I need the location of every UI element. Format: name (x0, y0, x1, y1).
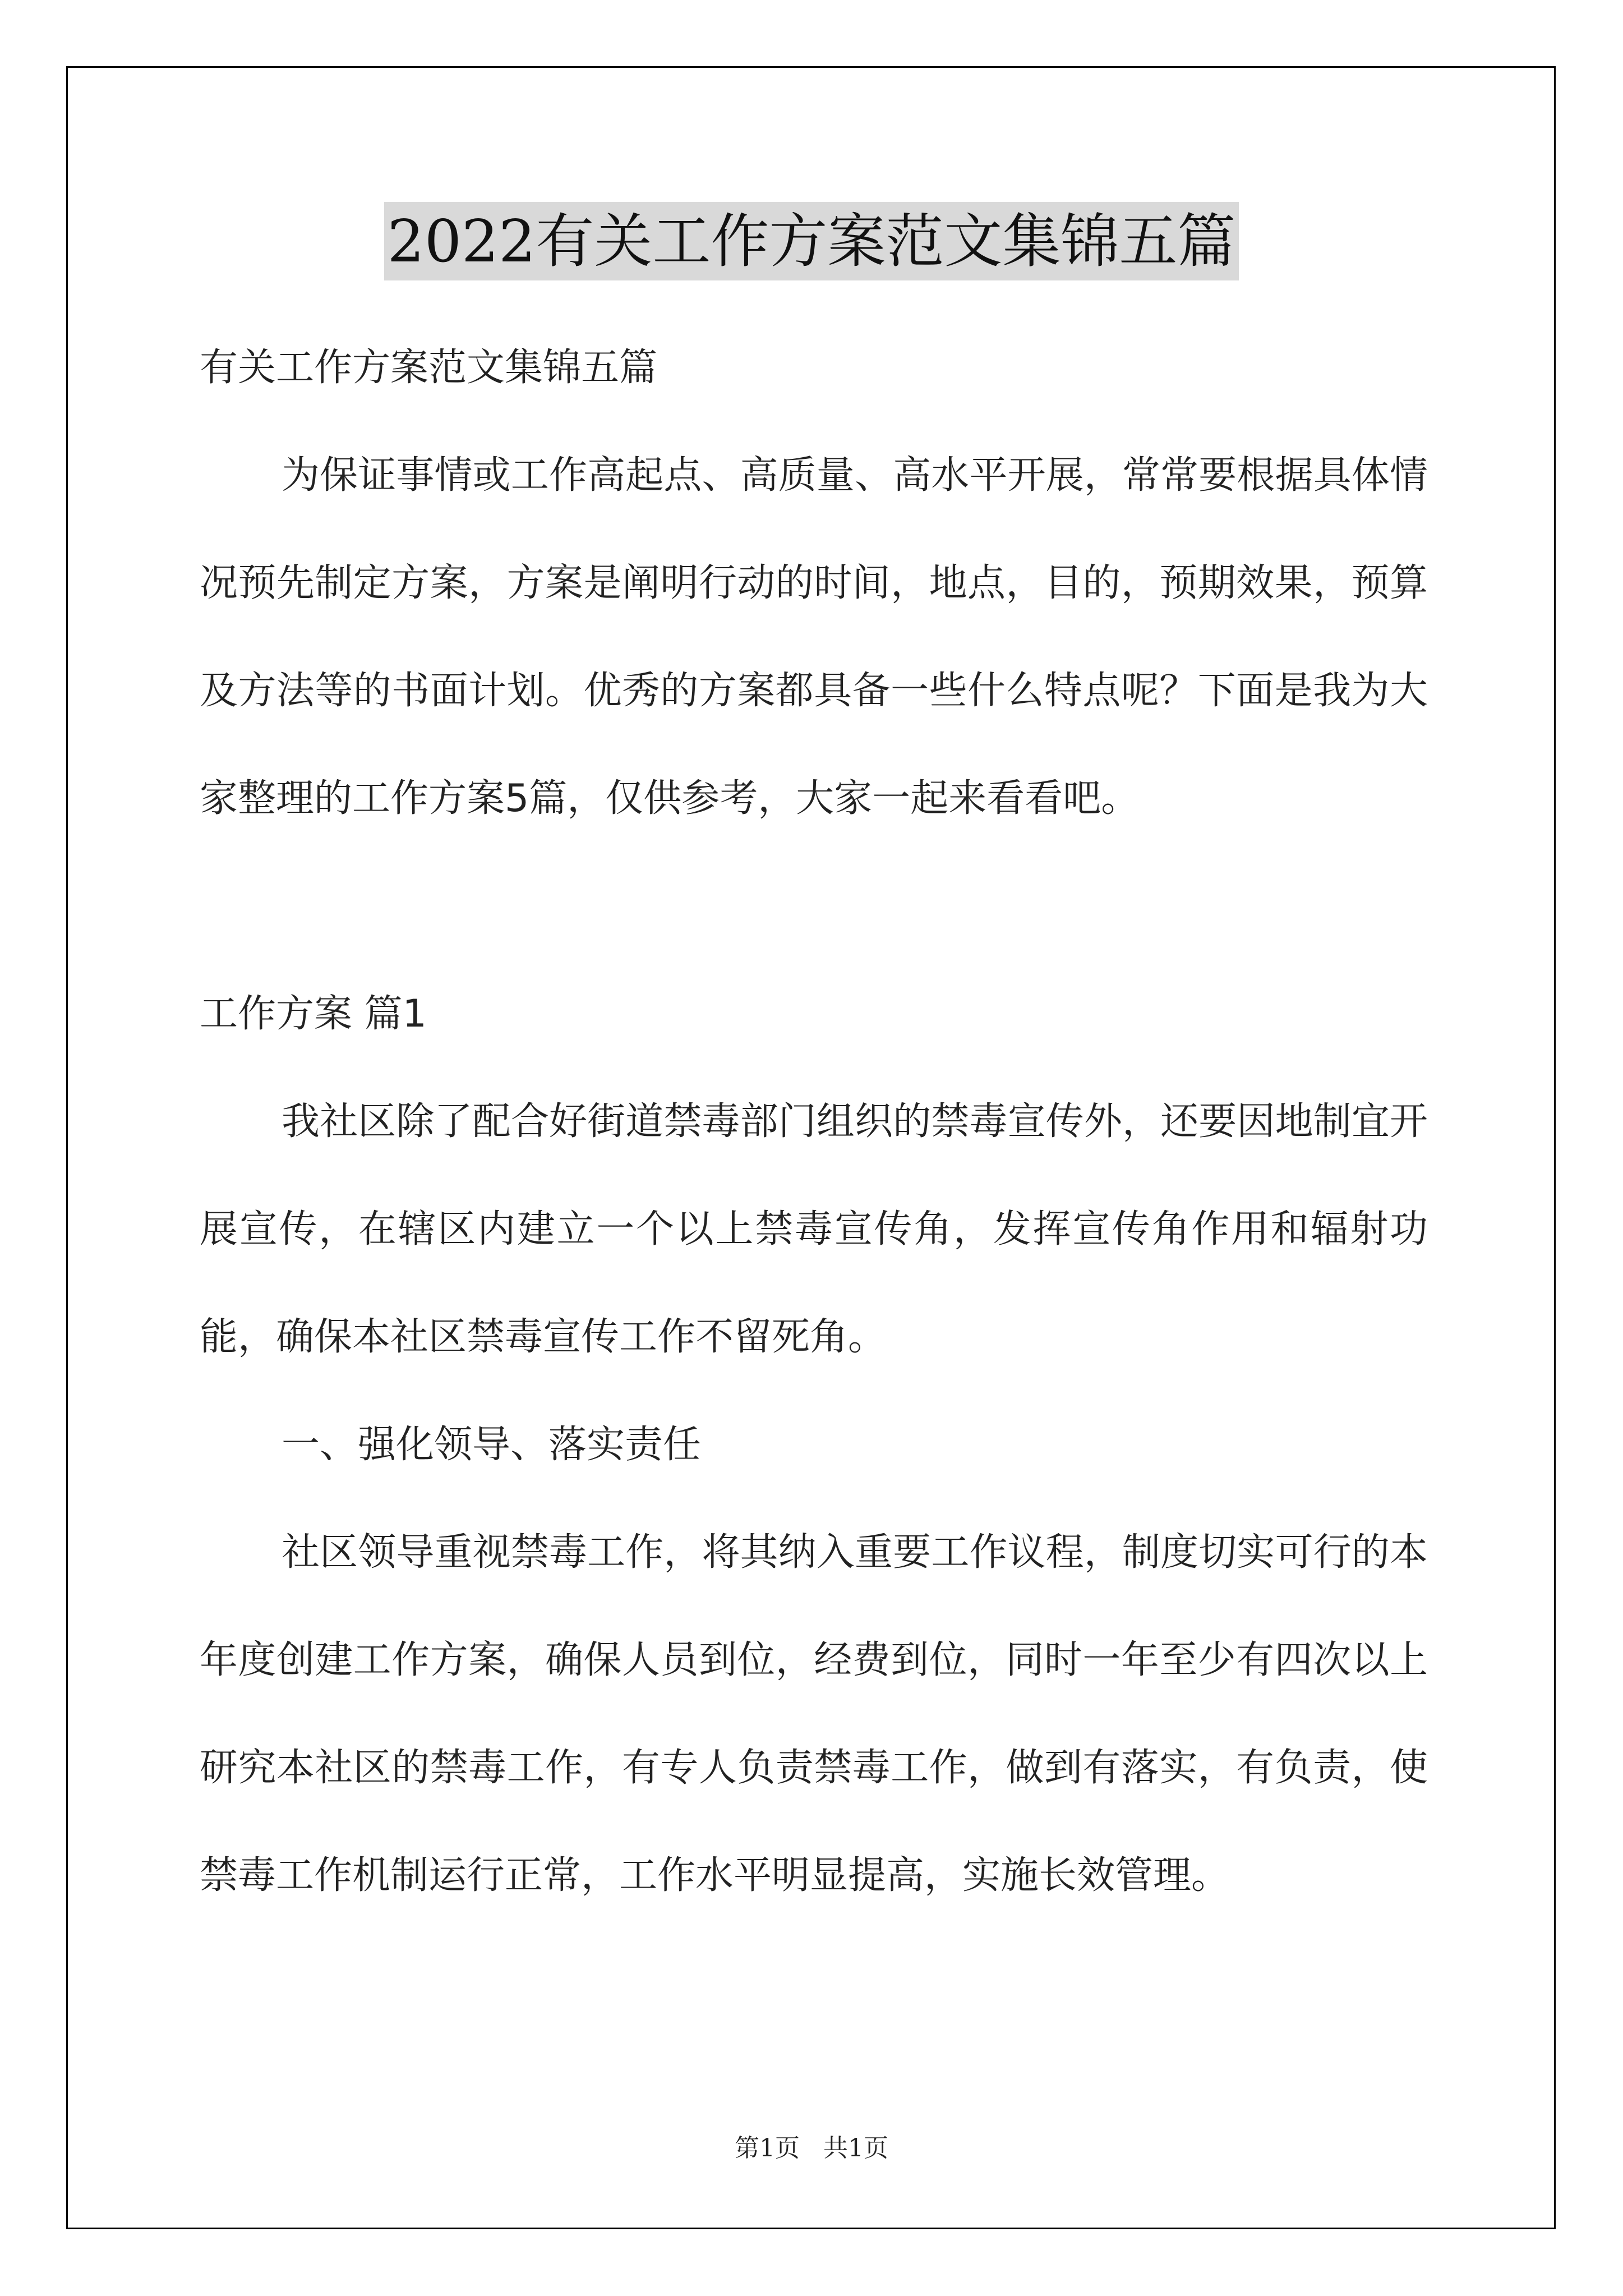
document-title: 2022有关工作方案范文集锦五篇 (384, 202, 1239, 280)
page-total: 共1页 (823, 2134, 888, 2162)
page-number: 第1页 (735, 2134, 800, 2162)
intro-paragraph: 为保证事情或工作高起点、高质量、高水平开展，常常要根据具体情况预先制定方案，方案是阐明行动的时间，地点，目的，预期效果，预算及方法等的书面计划。优秀的方案都具备一些什么特点呢？下面是我为大家整理的工作方案5篇，仅供参考，大家一起来看看吧。 (200, 453, 1428, 821)
page-footer (0, 2132, 1623, 2165)
document-subtitle: 有关工作方案范文集锦五篇 (200, 346, 658, 390)
subheading-leadership: 一、强化领导、落实责任 (282, 1423, 702, 1467)
title-wrapper (0, 202, 1623, 280)
document-body (200, 314, 1428, 1930)
body-paragraph-1: 我社区除了配合好街道禁毒部门组织的禁毒宣传外，还要因地制宜开展宣传，在辖区内建立一个以上禁毒宣传角，发挥宣传角作用和辐射功能，确保本社区禁毒宣传工作不留死角。 (200, 1099, 1428, 1359)
section-heading: 工作方案 篇1 (200, 992, 427, 1036)
body-paragraph-2: 社区领导重视禁毒工作，将其纳入重要工作议程，制度切实可行的本年度创建工作方案，确保人员到位，经费到位，同时一年至少有四次以上研究本社区的禁毒工作，有专人负责禁毒工作，做到有落实，有负责，使禁毒工作机制运行正常，工作水平明显提高，实施长效管理。 (200, 1530, 1428, 1898)
section-spacer (200, 853, 1428, 960)
